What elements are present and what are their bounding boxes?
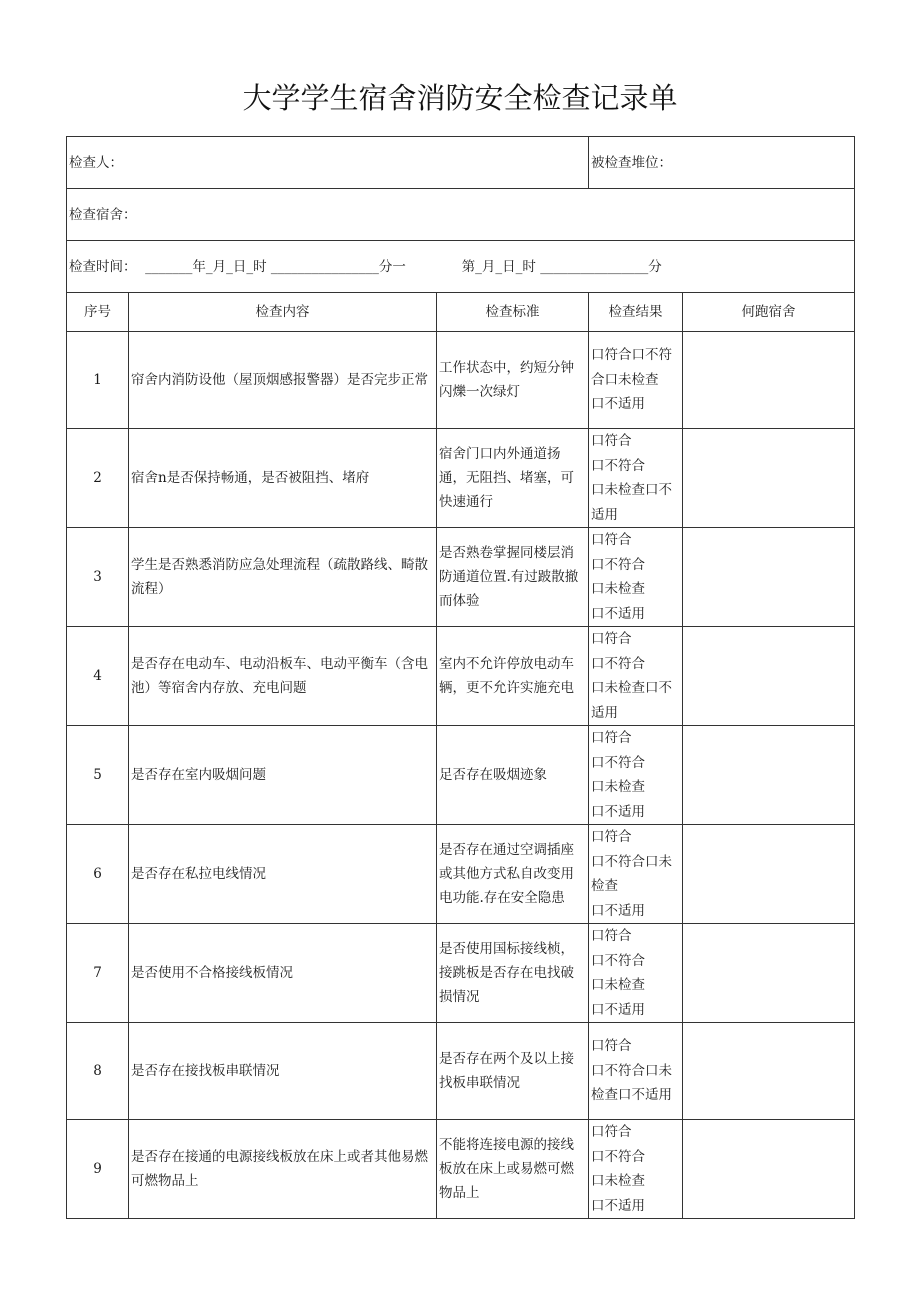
result-checkbox-line[interactable]: 适用 [591, 704, 619, 721]
row-seq: 2 [67, 429, 129, 528]
row-dorm[interactable] [683, 528, 855, 627]
col-result: 检查结果 [589, 293, 683, 332]
row-seq: 9 [67, 1120, 129, 1219]
result-checkbox-line[interactable]: 口符合 [591, 730, 632, 746]
row-standard: 是否存在通过空调插座或其他方式私自改变用电功能.存在安全隐患 [437, 825, 589, 924]
result-checkbox-line[interactable]: 口不符合 [591, 754, 646, 771]
row-standard: 足否存在吸烟迹象 [437, 726, 589, 825]
dorm-field[interactable] [67, 189, 855, 241]
result-checkbox-line[interactable]: 口符合 [591, 829, 632, 845]
row-standard: 室内不允许停放电动车辆，更不允许实施充电 [437, 627, 589, 726]
result-checkbox-line[interactable]: 口不符合口未 [591, 1062, 673, 1079]
table-row [67, 1023, 855, 1120]
row-standard: 是否熟卷掌握同楼层消防通道位置.有过跛散撤而体验 [437, 528, 589, 627]
result-checkbox-line[interactable]: 口未检查口不 [591, 482, 673, 498]
row-result [589, 627, 683, 726]
result-checkbox-line[interactable]: 口符合口不符 [591, 347, 673, 364]
row-dorm[interactable] [683, 726, 855, 825]
result-checkbox-line[interactable]: 口不适用 [591, 902, 646, 919]
row-standard: 工作状态中，约短分钟闪爍一次绿灯 [437, 332, 589, 429]
row-result [589, 825, 683, 924]
table-row [67, 429, 855, 528]
row-content: 帘舍内消防设他（屋顶烟感报警器）是否完步正常 [129, 332, 437, 429]
inspected-unit-label: 被检查堆位： [591, 154, 673, 171]
col-seq: 序号 [67, 293, 129, 332]
row-result [589, 1023, 683, 1120]
row-seq: 5 [67, 726, 129, 825]
row-standard: 宿舍门口内外通道扬通，无阻挡、堵塞，可快速通行 [437, 429, 589, 528]
row-dorm[interactable] [683, 332, 855, 429]
row-result [589, 726, 683, 825]
table-row [67, 528, 855, 627]
row-dorm[interactable] [683, 924, 855, 1023]
col-content: 检查内容 [129, 293, 437, 332]
row-content: 学生是否熟悉消防应急处理流程（疏散路线、畸散流程） [129, 528, 437, 627]
row-content: 宿舍n是否保持畅通，是否被阻挡、堵府 [129, 429, 437, 528]
dorm-label: 检查宿舍： [69, 206, 137, 223]
result-checkbox-line[interactable]: 口符合 [591, 631, 632, 647]
row-standard: 是否存在两个及以上接找板串联情况 [437, 1023, 589, 1120]
result-checkbox-line[interactable]: 适用 [591, 506, 619, 523]
inspection-form [66, 136, 855, 1219]
result-checkbox-line[interactable]: 口不适用 [591, 803, 646, 820]
result-checkbox-line[interactable]: 口未检查口不 [591, 680, 673, 696]
table-row [67, 825, 855, 924]
result-checkbox-line[interactable]: 口不符合 [591, 952, 646, 969]
time-row [67, 241, 855, 293]
table-row [67, 726, 855, 825]
result-checkbox-line[interactable]: 口不符合 [591, 1148, 646, 1165]
result-checkbox-line[interactable]: 检查 [591, 878, 619, 894]
result-checkbox-line[interactable]: 口符合 [591, 1124, 632, 1140]
result-checkbox-line[interactable]: 合口未检查 [591, 371, 659, 388]
result-checkbox-line[interactable]: 口不适用 [591, 1001, 646, 1018]
row-standard: 是否使用国标接线桢，接跳板是否存在电找破损情况 [437, 924, 589, 1023]
result-checkbox-line[interactable]: 口未检查 [591, 779, 646, 795]
row-content: 是否使用不合格接线板情况 [129, 924, 437, 1023]
result-checkbox-line[interactable]: 口符合 [591, 1038, 632, 1055]
table-header [67, 293, 855, 332]
col-dorm: 何跑宿舍 [683, 293, 855, 332]
row-seq: 7 [67, 924, 129, 1023]
row-seq: 4 [67, 627, 129, 726]
table-row [67, 924, 855, 1023]
row-content: 是否存在私拉电线情况 [129, 825, 437, 924]
row-content: 是否存在接找板串联情况 [129, 1023, 437, 1120]
row-dorm[interactable] [683, 1023, 855, 1120]
row-dorm[interactable] [683, 429, 855, 528]
result-checkbox-line[interactable]: 口不适用 [591, 396, 646, 413]
row-seq: 3 [67, 528, 129, 627]
result-checkbox-line[interactable]: 口符合 [591, 433, 632, 449]
result-checkbox-line[interactable]: 口不符合 [591, 655, 646, 672]
row-dorm[interactable] [683, 1120, 855, 1219]
result-checkbox-line[interactable]: 口未检查 [591, 581, 646, 597]
col-standard: 检查标准 [437, 293, 589, 332]
inspector-label: 检查人： [69, 154, 123, 171]
row-result [589, 429, 683, 528]
time-field[interactable] [67, 241, 855, 293]
table-row [67, 332, 855, 429]
time-text: 检查时间： _______年_月_日_时 ________________分一 第_月_日_时 ________________分 [69, 258, 662, 275]
row-content: 是否存在接通的电源接线板放在床上或者其他易燃可燃物品上 [129, 1120, 437, 1219]
row-seq: 6 [67, 825, 129, 924]
table-body [67, 332, 855, 1219]
row-result [589, 528, 683, 627]
page-title: 大学学生宿舍消防安全检查记录单 [242, 81, 678, 115]
result-checkbox-line[interactable]: 口不适用 [591, 605, 646, 622]
inspector-field[interactable] [67, 137, 589, 189]
inspected-unit-field[interactable] [589, 137, 855, 189]
result-checkbox-line[interactable]: 口符合 [591, 928, 632, 944]
row-dorm[interactable] [683, 627, 855, 726]
row-dorm[interactable] [683, 825, 855, 924]
table-row [67, 1120, 855, 1219]
result-checkbox-line[interactable]: 检查口不适用 [591, 1087, 673, 1104]
row-content: 是否存在室内吸烟问题 [129, 726, 437, 825]
table-row [67, 627, 855, 726]
row-result [589, 1120, 683, 1219]
result-checkbox-line[interactable]: 口不符合口未 [591, 853, 673, 870]
result-checkbox-line[interactable]: 口未检查 [591, 1173, 646, 1189]
result-checkbox-line[interactable]: 口符合 [591, 532, 632, 548]
result-checkbox-line[interactable]: 口不符合 [591, 457, 646, 474]
inspector-row [67, 137, 855, 189]
dorm-row [67, 189, 855, 241]
result-checkbox-line[interactable]: 口不符合 [591, 556, 646, 573]
row-seq: 1 [67, 332, 129, 429]
row-seq: 8 [67, 1023, 129, 1120]
row-result [589, 332, 683, 429]
result-checkbox-line[interactable]: 口未检查 [591, 977, 646, 993]
row-standard: 不能将连接电源的接线板放在床上或易燃可燃物品上 [437, 1120, 589, 1219]
result-checkbox-line[interactable]: 口不适用 [591, 1197, 646, 1214]
row-result [589, 924, 683, 1023]
row-content: 是否存在电动车、电动沿板车、电动平衡车（含电池）等宿舍内存放、充电问题 [129, 627, 437, 726]
